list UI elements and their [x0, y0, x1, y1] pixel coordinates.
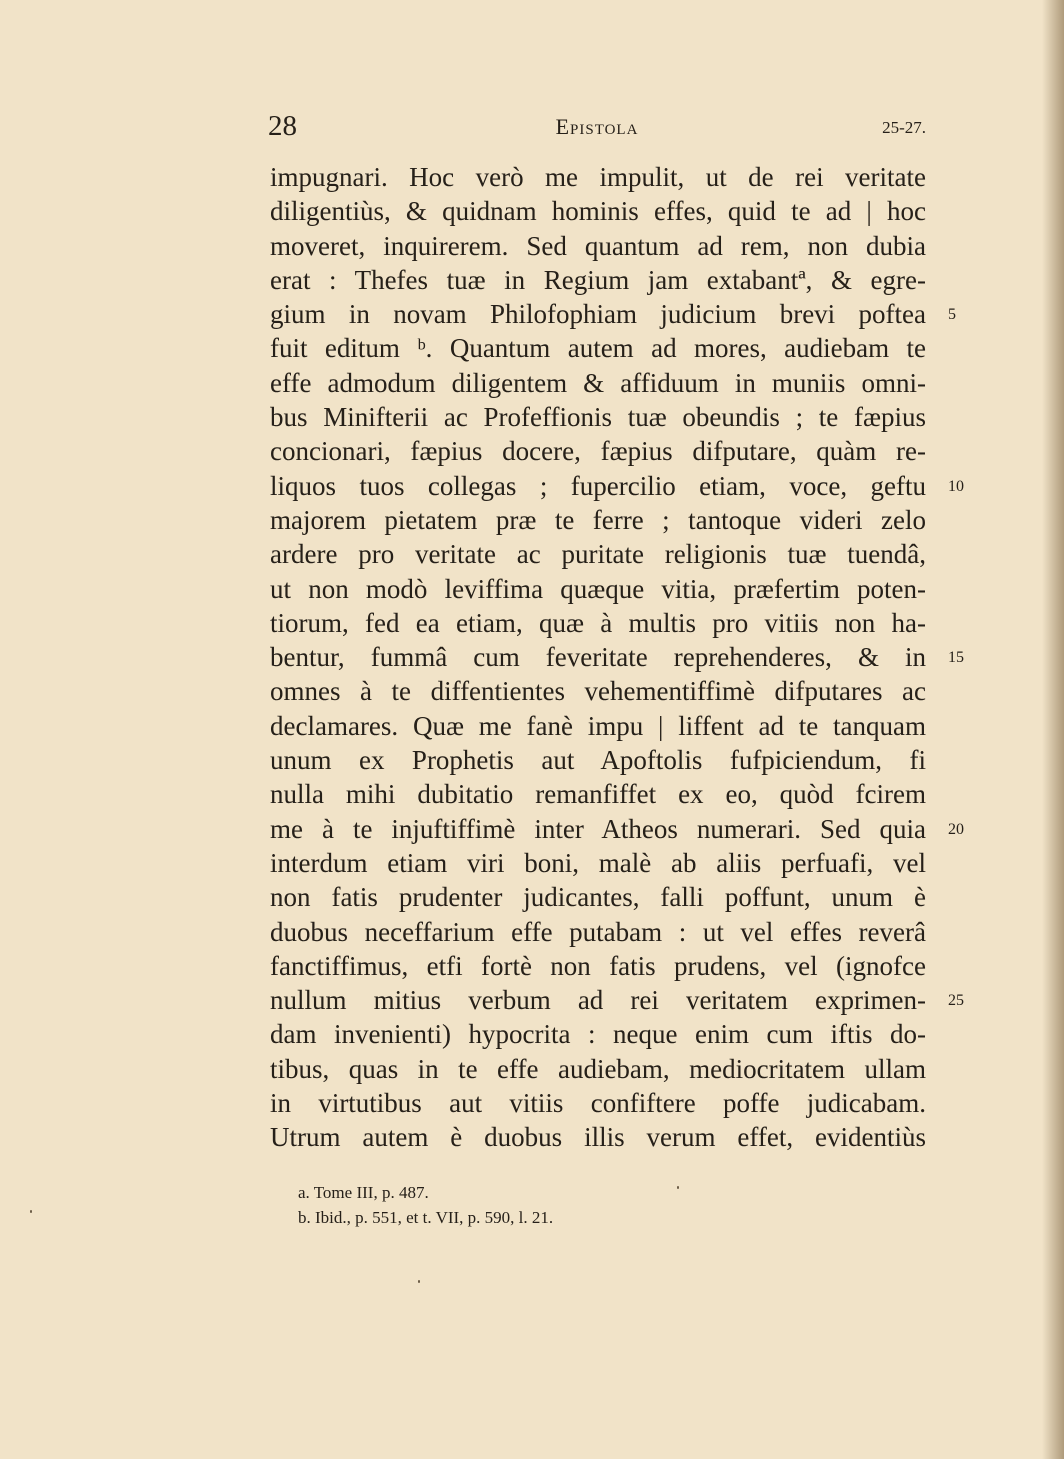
- text-line: majorem pietatem præ te ferre ; tantoque videri zelo: [270, 504, 926, 535]
- text-line: in virtutibus aut vitiis confiftere poffe judicabam.: [270, 1088, 926, 1119]
- text-line: moveret, inquirerem. Sed quantum ad rem, non dubia: [270, 230, 926, 261]
- text-line: me à te injuftiffimè inter Atheos numerari. Sed quia: [270, 813, 926, 844]
- text-line: Utrum autem è duobus illis verum effet, evidentiùs: [270, 1122, 926, 1153]
- paper-speck: [677, 1186, 679, 1189]
- text-line: ut non modò leviffima quæque vitia, præfertim poten-: [270, 573, 926, 604]
- text-line: fuit editum ᵇ. Quantum autem ad mores, audiebam te: [270, 333, 926, 364]
- text-line: interdum etiam viri boni, malè ab aliis perfuafi, vel: [270, 847, 926, 878]
- page-range: 25-27.: [882, 118, 926, 137]
- text-line: dam invenienti) hypocrita : neque enim cum iftis do-: [270, 1019, 926, 1050]
- margin-line-number: 5: [948, 306, 956, 324]
- text-line: bus Minifterii ac Profeffionis tuæ obeundis ; te fæpius: [270, 402, 926, 433]
- text-line: erat : Thefes tuæ in Regium jam extabantª, & egre-: [270, 264, 926, 295]
- text-line: impugnari. Hoc verò me impulit, ut de rei veritate: [270, 162, 926, 192]
- page-header: [268, 110, 926, 144]
- footnotes: [298, 1180, 553, 1230]
- text-line: declamares. Quæ me fanè impu | liffent ad te tanquam: [270, 710, 926, 741]
- text-line: ardere pro veritate ac puritate religionis tuæ tuendâ,: [270, 539, 926, 570]
- body-text: [270, 160, 926, 1155]
- text-line: bentur, fummâ cum feveritate reprehenderes, & in: [270, 642, 926, 673]
- margin-line-number: 15: [948, 649, 964, 667]
- text-line: diligentiùs, & quidnam hominis effes, quid te ad | hoc: [270, 196, 926, 227]
- text-line: duobus neceffarium effe putabam : ut vel effes reverâ: [270, 916, 926, 947]
- text-line: effe admodum diligentem & affiduum in muniis omni-: [270, 367, 926, 398]
- text-line: fanctiffimus, etfi fortè non fatis prudens, vel (ignofce: [270, 950, 926, 981]
- text-line: nullum mitius verbum ad rei veritatem exprimen-: [270, 985, 926, 1016]
- page-number: 28: [268, 110, 297, 142]
- margin-line-number: 10: [948, 477, 964, 495]
- margin-line-number: 20: [948, 820, 964, 838]
- text-line: omnes à te diffentientes vehementiffimè difputares ac: [270, 676, 926, 707]
- footnote: a. Tome III, p. 487.: [298, 1183, 429, 1202]
- text-line: unum ex Prophetis aut Apoftolis fufpiciendum, fi: [270, 745, 926, 776]
- paper-speck: [30, 1210, 32, 1213]
- page-edge-shadow: [1042, 0, 1064, 1459]
- text-line: nulla mihi dubitatio remanfiffet ex eo, quòd fcirem: [270, 779, 926, 810]
- text-line: concionari, fæpius docere, fæpius difputare, quàm re-: [270, 436, 926, 467]
- footnote: b. Ibid., p. 551, et t. VII, p. 590, l. 21.: [298, 1208, 554, 1227]
- text-line: tiorum, fed ea etiam, quæ à multis pro vitiis non ha-: [270, 607, 926, 638]
- text-line: liquos tuos collegas ; fupercilio etiam, voce, geftu: [270, 470, 926, 501]
- text-line: gium in novam Philofophiam judicium brevi poftea: [270, 299, 926, 330]
- margin-line-number: 25: [948, 992, 964, 1010]
- running-title: Epistola: [555, 114, 639, 139]
- text-line: tibus, quas in te effe audiebam, mediocritatem ullam: [270, 1053, 926, 1084]
- text-line: non fatis prudenter judicantes, falli poffunt, unum è: [270, 882, 926, 913]
- paper-speck: [418, 1280, 420, 1283]
